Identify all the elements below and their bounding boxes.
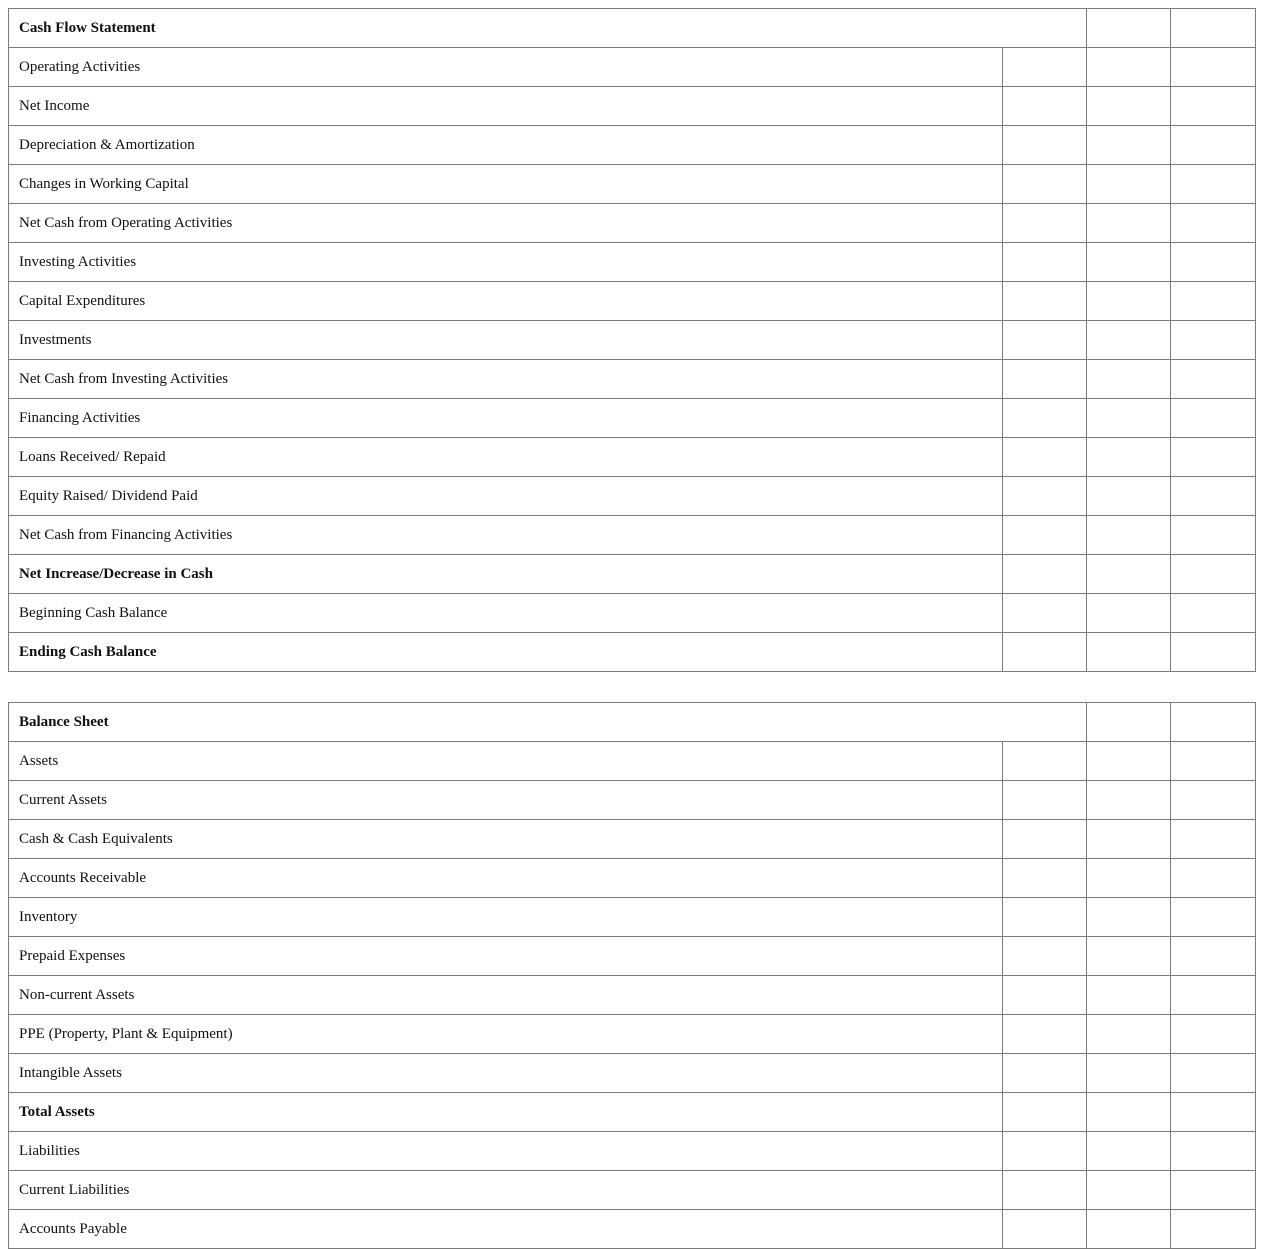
table-cell[interactable]: [1171, 555, 1256, 594]
table-cell[interactable]: [1087, 976, 1171, 1015]
table-cell[interactable]: [1003, 976, 1087, 1015]
balance-sheet-title: Balance Sheet: [9, 703, 1087, 742]
balance-sheet-title-row: [9, 703, 1256, 742]
table-cell[interactable]: [1003, 204, 1087, 243]
table-cell[interactable]: [1171, 820, 1256, 859]
row-label: Assets: [9, 742, 1003, 781]
cash-flow-title-row: [9, 9, 1256, 48]
table-cell[interactable]: [1087, 1054, 1171, 1093]
table-row: [9, 165, 1256, 204]
balance-sheet-table: [8, 702, 1256, 1249]
table-cell[interactable]: [1003, 859, 1087, 898]
table-row: [9, 1210, 1256, 1249]
table-cell[interactable]: [1171, 594, 1256, 633]
cash-flow-title: Cash Flow Statement: [9, 9, 1087, 48]
table-cell[interactable]: [1171, 243, 1256, 282]
table-cell[interactable]: [1003, 282, 1087, 321]
row-label: Net Cash from Investing Activities: [9, 360, 1003, 399]
table-cell[interactable]: [1087, 48, 1171, 87]
table-row: [9, 820, 1256, 859]
row-label: Intangible Assets: [9, 1054, 1003, 1093]
row-label: Investments: [9, 321, 1003, 360]
table-cell[interactable]: [1171, 742, 1256, 781]
table-cell[interactable]: [1003, 1132, 1087, 1171]
table-cell[interactable]: [1087, 898, 1171, 937]
table-cell[interactable]: [1087, 1132, 1171, 1171]
table-cell[interactable]: [1171, 1132, 1256, 1171]
table-cell[interactable]: [1087, 1210, 1171, 1249]
table-row: [9, 360, 1256, 399]
row-label: Prepaid Expenses: [9, 937, 1003, 976]
cash-flow-table: [8, 8, 1256, 672]
table-row: [9, 1132, 1256, 1171]
row-label: Ending Cash Balance: [9, 633, 1003, 672]
row-label: Accounts Payable: [9, 1210, 1003, 1249]
table-cell[interactable]: [1087, 204, 1171, 243]
row-label: Net Cash from Operating Activities: [9, 204, 1003, 243]
table-cell[interactable]: [1003, 126, 1087, 165]
table-cell[interactable]: [1003, 633, 1087, 672]
table-row: [9, 898, 1256, 937]
table-cell[interactable]: [1087, 477, 1171, 516]
table-cell[interactable]: [1171, 282, 1256, 321]
row-label: Inventory: [9, 898, 1003, 937]
row-label: Capital Expenditures: [9, 282, 1003, 321]
table-row: [9, 859, 1256, 898]
table-cell[interactable]: [1003, 555, 1087, 594]
table-cell[interactable]: [1087, 937, 1171, 976]
table-cell[interactable]: [1003, 1093, 1087, 1132]
row-label: Loans Received/ Repaid: [9, 438, 1003, 477]
table-cell[interactable]: [1087, 703, 1171, 742]
table-cell[interactable]: [1087, 633, 1171, 672]
table-cell[interactable]: [1171, 633, 1256, 672]
table-cell[interactable]: [1087, 1093, 1171, 1132]
table-cell[interactable]: [1087, 165, 1171, 204]
table-row: [9, 477, 1256, 516]
table-cell[interactable]: [1171, 781, 1256, 820]
table-cell[interactable]: [1087, 399, 1171, 438]
table-cell[interactable]: [1003, 516, 1087, 555]
row-label: Depreciation & Amortization: [9, 126, 1003, 165]
table-cell[interactable]: [1003, 937, 1087, 976]
cash-flow-body: [9, 9, 1256, 672]
table-cell[interactable]: [1171, 976, 1256, 1015]
table-row: [9, 742, 1256, 781]
table-cell[interactable]: [1003, 1210, 1087, 1249]
table-row: [9, 1054, 1256, 1093]
table-cell[interactable]: [1003, 243, 1087, 282]
row-label: Changes in Working Capital: [9, 165, 1003, 204]
row-label: Liabilities: [9, 1132, 1003, 1171]
table-cell[interactable]: [1087, 555, 1171, 594]
row-label: Beginning Cash Balance: [9, 594, 1003, 633]
table-row: [9, 1015, 1256, 1054]
table-cell[interactable]: [1003, 87, 1087, 126]
table-cell[interactable]: [1003, 781, 1087, 820]
table-cell[interactable]: [1171, 126, 1256, 165]
table-cell[interactable]: [1003, 742, 1087, 781]
row-label: Financing Activities: [9, 399, 1003, 438]
row-label: Cash & Cash Equivalents: [9, 820, 1003, 859]
table-cell[interactable]: [1003, 1015, 1087, 1054]
table-cell[interactable]: [1003, 898, 1087, 937]
table-cell[interactable]: [1003, 399, 1087, 438]
table-cell[interactable]: [1171, 1171, 1256, 1210]
table-cell[interactable]: [1087, 1171, 1171, 1210]
table-row: [9, 781, 1256, 820]
table-cell[interactable]: [1171, 48, 1256, 87]
table-cell[interactable]: [1087, 594, 1171, 633]
row-label: Net Income: [9, 87, 1003, 126]
table-cell[interactable]: [1003, 820, 1087, 859]
table-cell[interactable]: [1171, 1210, 1256, 1249]
table-cell[interactable]: [1087, 820, 1171, 859]
row-label: Current Liabilities: [9, 1171, 1003, 1210]
row-label: Investing Activities: [9, 243, 1003, 282]
table-cell[interactable]: [1087, 1015, 1171, 1054]
balance-sheet-body: [9, 703, 1256, 1249]
table-cell[interactable]: [1087, 87, 1171, 126]
table-row: [9, 1171, 1256, 1210]
table-cell[interactable]: [1171, 477, 1256, 516]
table-row: [9, 243, 1256, 282]
table-cell[interactable]: [1171, 438, 1256, 477]
table-row: [9, 633, 1256, 672]
row-label: Net Increase/Decrease in Cash: [9, 555, 1003, 594]
table-row: [9, 937, 1256, 976]
row-label: Non-current Assets: [9, 976, 1003, 1015]
table-row: [9, 976, 1256, 1015]
table-row: [9, 516, 1256, 555]
table-cell[interactable]: [1003, 165, 1087, 204]
table-cell[interactable]: [1087, 742, 1171, 781]
table-cell[interactable]: [1171, 1015, 1256, 1054]
row-label: PPE (Property, Plant & Equipment): [9, 1015, 1003, 1054]
table-row: [9, 204, 1256, 243]
table-cell[interactable]: [1087, 243, 1171, 282]
table-cell[interactable]: [1171, 321, 1256, 360]
row-label: Total Assets: [9, 1093, 1003, 1132]
table-cell[interactable]: [1087, 516, 1171, 555]
table-row: [9, 126, 1256, 165]
table-cell[interactable]: [1171, 204, 1256, 243]
row-label: Equity Raised/ Dividend Paid: [9, 477, 1003, 516]
table-row: [9, 48, 1256, 87]
table-row: [9, 555, 1256, 594]
row-label: Accounts Receivable: [9, 859, 1003, 898]
row-label: Current Assets: [9, 781, 1003, 820]
table-cell[interactable]: [1087, 360, 1171, 399]
table-cell[interactable]: [1171, 165, 1256, 204]
table-cell[interactable]: [1003, 477, 1087, 516]
table-cell[interactable]: [1087, 9, 1171, 48]
table-cell[interactable]: [1003, 1054, 1087, 1093]
table-cell[interactable]: [1171, 703, 1256, 742]
table-cell[interactable]: [1087, 859, 1171, 898]
table-cell[interactable]: [1003, 360, 1087, 399]
table-cell[interactable]: [1003, 321, 1087, 360]
table-row: [9, 399, 1256, 438]
table-cell[interactable]: [1171, 859, 1256, 898]
table-cell[interactable]: [1087, 438, 1171, 477]
table-cell[interactable]: [1171, 399, 1256, 438]
table-cell[interactable]: [1003, 594, 1087, 633]
row-label: Net Cash from Financing Activities: [9, 516, 1003, 555]
table-cell[interactable]: [1087, 126, 1171, 165]
table-cell[interactable]: [1171, 360, 1256, 399]
table-row: [9, 87, 1256, 126]
table-cell[interactable]: [1171, 898, 1256, 937]
table-cell[interactable]: [1171, 9, 1256, 48]
row-label: Operating Activities: [9, 48, 1003, 87]
table-cell[interactable]: [1171, 937, 1256, 976]
table-row: [9, 282, 1256, 321]
table-row: [9, 321, 1256, 360]
table-cell[interactable]: [1171, 516, 1256, 555]
table-row: [9, 1093, 1256, 1132]
table-row: [9, 438, 1256, 477]
table-cell[interactable]: [1087, 282, 1171, 321]
table-cell[interactable]: [1171, 1054, 1256, 1093]
table-cell[interactable]: [1087, 781, 1171, 820]
table-cell[interactable]: [1087, 321, 1171, 360]
table-cell[interactable]: [1003, 1171, 1087, 1210]
table-cell[interactable]: [1003, 438, 1087, 477]
table-cell[interactable]: [1003, 48, 1087, 87]
table-row: [9, 594, 1256, 633]
table-cell[interactable]: [1171, 87, 1256, 126]
table-cell[interactable]: [1171, 1093, 1256, 1132]
